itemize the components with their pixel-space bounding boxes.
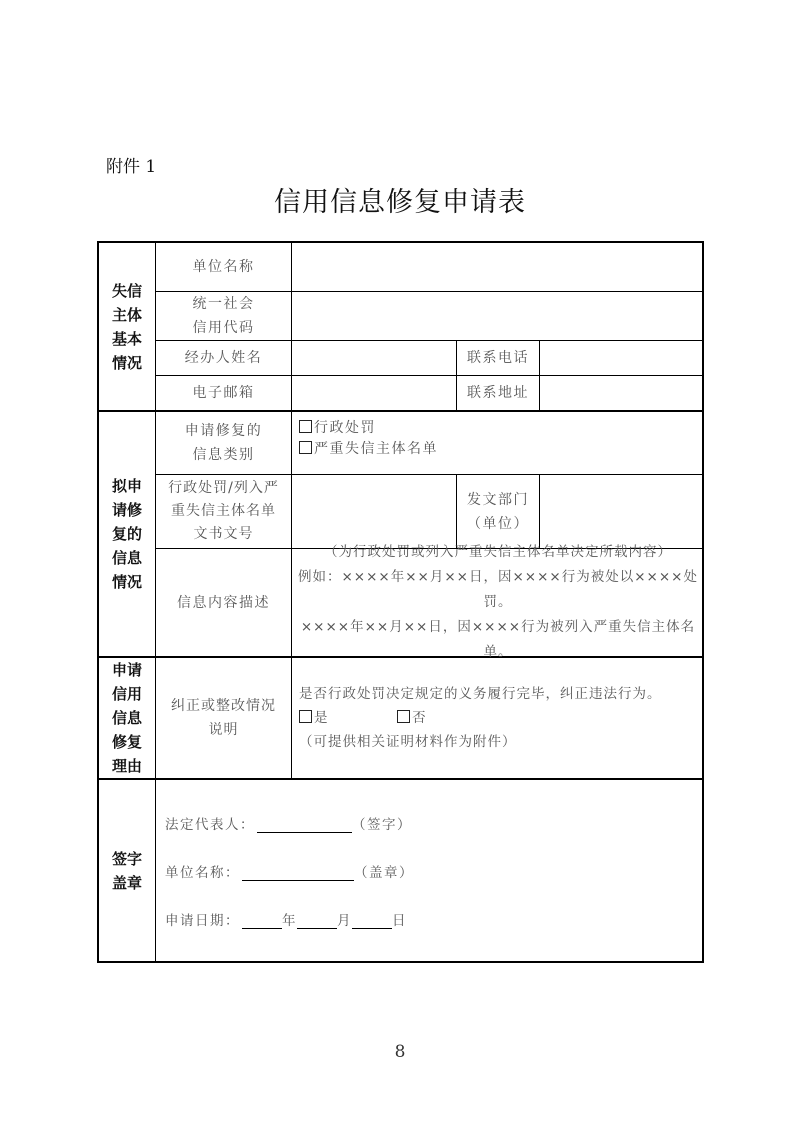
section-label-line: 签字	[111, 849, 142, 868]
credit-code-label-line: 统一社会	[192, 296, 255, 312]
address-label: 联系地址	[467, 385, 529, 401]
unit-seal-label: 单位名称：	[165, 865, 240, 881]
section-label-line: 情况	[111, 353, 142, 372]
seal-suffix: （盖章）	[354, 865, 414, 881]
legal-rep-row	[165, 813, 414, 837]
category-label	[156, 412, 291, 474]
doc-number-label-line: 行政处罚/列入严	[168, 480, 279, 496]
description-label: 信息内容描述	[177, 594, 270, 611]
section-info-label	[99, 412, 155, 656]
attachment-label: 附件 1	[106, 157, 157, 177]
section-label-line: 拟申	[111, 477, 142, 495]
credit-code-label	[156, 292, 291, 340]
section-label-line: 信息	[111, 709, 142, 727]
month-input[interactable]	[297, 912, 337, 929]
section-label-line: 信息	[111, 549, 142, 567]
unit-seal-row	[165, 861, 414, 885]
checkbox-icon[interactable]	[299, 441, 312, 454]
option-serious-dishonest-list[interactable]	[299, 439, 438, 460]
category-label-line: 申请修复的	[184, 423, 263, 439]
description-line: 例如：××××年××月××日，因××××行为被处以××××处罚。	[298, 569, 698, 610]
option-admin-penalty[interactable]	[299, 418, 438, 439]
section-reason-label	[99, 658, 155, 778]
page-title: 信用信息修复申请表	[274, 187, 526, 218]
rectification-label	[156, 658, 291, 778]
section-divider-h	[99, 778, 704, 780]
phone-label: 联系电话	[467, 350, 529, 366]
unit-name-field[interactable]	[292, 243, 704, 291]
category-options	[299, 412, 699, 466]
section-basic-label	[99, 243, 155, 410]
issuing-dept-label	[457, 475, 539, 548]
date-label: 申请日期：	[165, 913, 240, 929]
legal-rep-label: 法定代表人：	[165, 817, 255, 833]
doc-number-label-line: 重失信主体名单	[171, 503, 276, 519]
sign-suffix: （签字）	[352, 817, 412, 833]
page-number: 8	[394, 1042, 406, 1062]
section-label-line: 主体	[111, 305, 142, 324]
month-label: 月	[337, 913, 352, 929]
rectification-label-line: 纠正或整改情况	[171, 698, 276, 714]
signature-block	[165, 813, 414, 933]
attachment-note: （可提供相关证明材料作为附件）	[299, 734, 517, 750]
handler-name-label: 经办人姓名	[184, 350, 263, 366]
doc-number-field[interactable]	[292, 475, 456, 548]
rectification-field	[299, 658, 704, 778]
legal-rep-signature-line[interactable]	[257, 816, 352, 833]
option-no[interactable]	[397, 710, 427, 726]
section-label-line: 基本	[111, 329, 142, 348]
credit-code-label-line: 信用代码	[192, 320, 255, 336]
section-label-line: 盖章	[111, 873, 142, 892]
email-field[interactable]	[292, 376, 456, 410]
description-line: ××××年××月××日，因××××行为被列入严重失信主体名单。	[300, 619, 696, 660]
option-label: 是	[314, 710, 329, 726]
issuing-dept-label-line: （单位）	[467, 515, 529, 532]
section-label-line: 情况	[111, 573, 142, 591]
address-field[interactable]	[540, 376, 704, 410]
credit-code-field[interactable]	[292, 292, 704, 340]
day-input[interactable]	[352, 912, 392, 929]
category-label-line: 信息类别	[192, 447, 255, 463]
section-label-line: 失信	[111, 281, 142, 300]
section-label-line: 理由	[111, 757, 142, 775]
section-label-line: 复的	[111, 525, 142, 543]
email-label: 电子邮箱	[192, 385, 255, 401]
day-label: 日	[392, 913, 407, 929]
section-sign-label	[99, 780, 155, 961]
year-label: 年	[282, 913, 297, 929]
issuing-dept-field[interactable]	[540, 475, 704, 548]
checkbox-icon[interactable]	[397, 710, 410, 723]
section-label-line: 申请	[111, 661, 142, 679]
checkbox-icon[interactable]	[299, 420, 312, 433]
date-row	[165, 909, 414, 933]
section-label-line: 请修	[111, 501, 142, 519]
unit-name-label: 单位名称	[192, 259, 255, 275]
handler-name-field[interactable]	[292, 341, 456, 375]
option-label: 否	[412, 710, 427, 726]
rectification-question: 是否行政处罚决定规定的义务履行完毕，纠正违法行为。	[299, 686, 662, 702]
option-label: 严重失信主体名单	[314, 441, 438, 457]
rectification-label-line: 说明	[208, 722, 239, 738]
year-input[interactable]	[242, 912, 282, 929]
unit-seal-line[interactable]	[242, 864, 354, 881]
option-label: 行政处罚	[314, 420, 376, 436]
doc-number-label-line: 文书文号	[193, 526, 254, 542]
section-label-line: 信用	[111, 685, 142, 703]
application-form	[97, 241, 704, 963]
checkbox-icon[interactable]	[299, 710, 312, 723]
description-field[interactable]	[292, 544, 704, 660]
option-yes[interactable]	[299, 710, 329, 726]
phone-field[interactable]	[540, 341, 704, 375]
issuing-dept-label-line: 发文部门	[467, 491, 529, 508]
doc-number-label	[156, 475, 291, 548]
description-line: （为行政处罚或列入严重失信主体名单决定所载内容）	[324, 544, 672, 560]
section-label-line: 修复	[111, 733, 142, 751]
